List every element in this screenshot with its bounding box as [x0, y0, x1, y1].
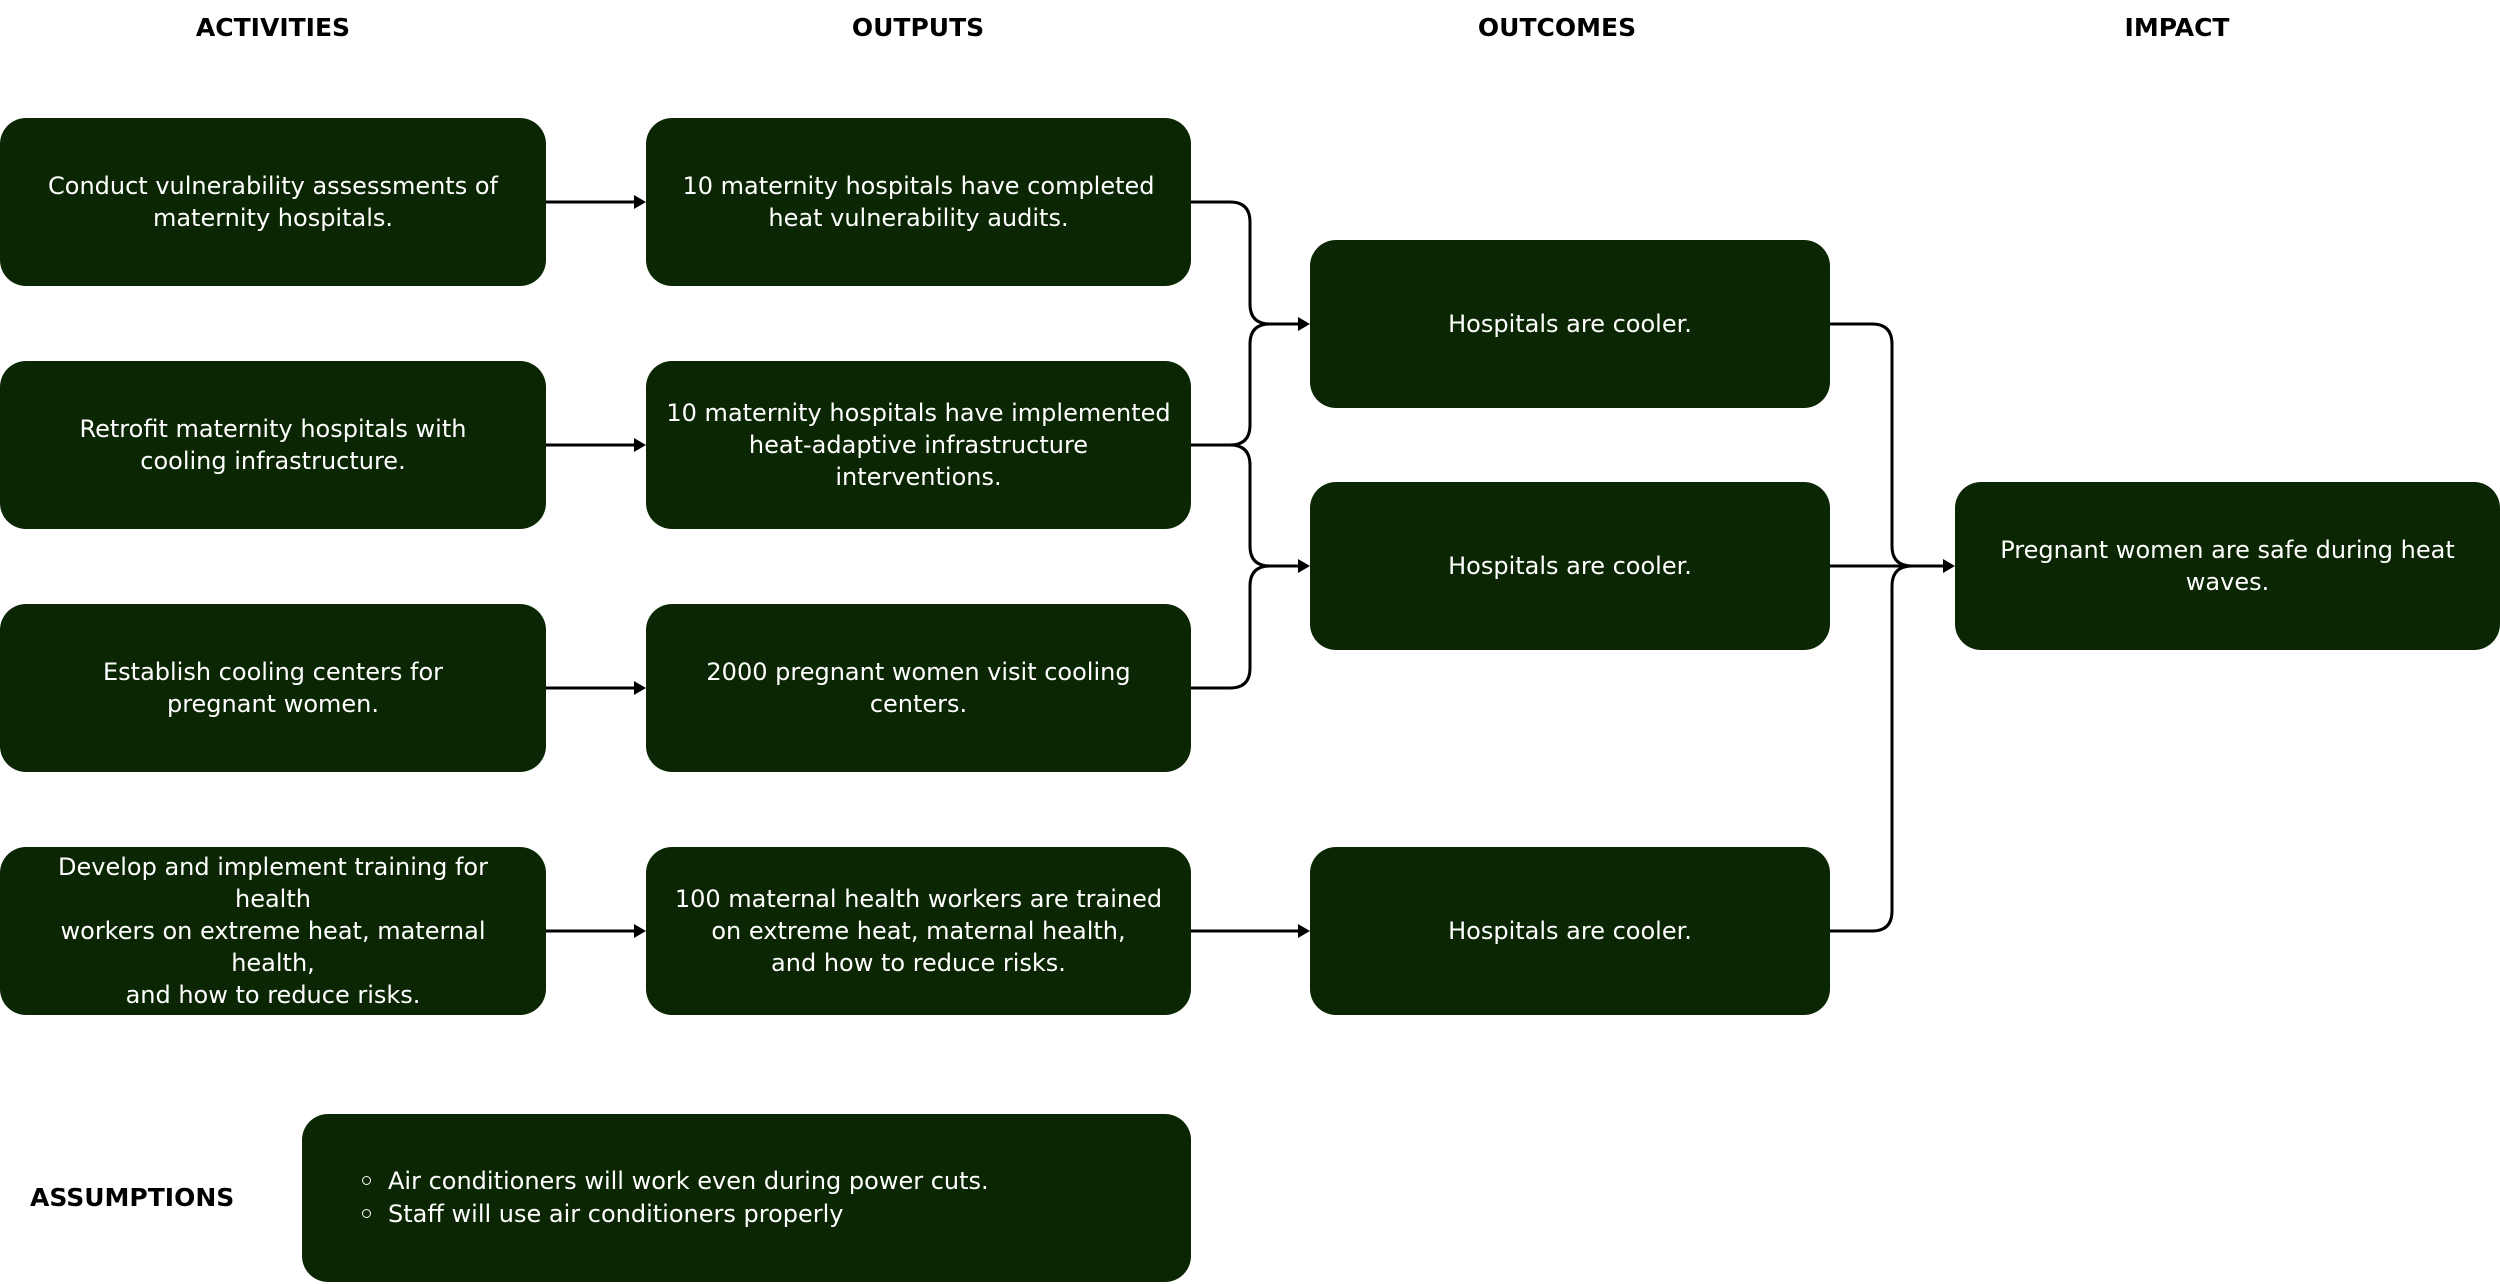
- output-text: 10 maternity hospitals have completed heat vulnerability audits.: [682, 172, 1155, 232]
- activity-text: Retrofit maternity hospitals with cooling infrastructure.: [79, 415, 467, 475]
- arrowhead: [1943, 559, 1955, 573]
- output-box-cooling-center-visits: [646, 604, 1191, 772]
- activity-text: Develop and implement training for health workers on extreme heat, maternal health, and how to reduce risks.: [58, 853, 488, 1009]
- connector-output-2-outcome-2: [1230, 445, 1298, 566]
- outcome-text: Hospitals are cooler.: [1448, 552, 1692, 580]
- impact-box: [1955, 482, 2500, 650]
- heading-activities: ACTIVITIES: [195, 13, 351, 42]
- connector-output-2-outcome-1: [1191, 324, 1270, 445]
- circle-bullet-icon: [362, 1209, 371, 1218]
- heading-outputs: OUTPUTS: [851, 13, 985, 42]
- output-text: 2000 pregnant women visit cooling centers.: [706, 658, 1131, 718]
- arrowhead: [1298, 317, 1310, 331]
- activity-box-training: [0, 847, 546, 1015]
- outcome-box-3: [1310, 847, 1830, 1015]
- connector-outcome-1-impact: [1830, 324, 1943, 566]
- outcome-box-2: [1310, 482, 1830, 650]
- arrowhead: [634, 438, 646, 452]
- output-box-trained-workers: [646, 847, 1191, 1015]
- impact-text: Pregnant women are safe during heat waves.: [2000, 536, 2455, 596]
- assumptions-box: [302, 1114, 1191, 1282]
- activity-box-vulnerability-assessments: [0, 118, 546, 286]
- connector-outcome-3-impact: [1830, 566, 1912, 931]
- connector-output-1-outcome-1: [1191, 202, 1298, 324]
- arrowhead: [1298, 559, 1310, 573]
- output-text: 10 maternity hospitals have implemented heat-adaptive infrastructure interventions.: [666, 399, 1171, 491]
- activity-text: Conduct vulnerability assessments of maternity hospitals.: [48, 172, 498, 232]
- arrowhead: [634, 195, 646, 209]
- heading-impact: IMPACT: [2124, 13, 2230, 42]
- assumptions-list: [362, 1165, 989, 1231]
- outcome-box-1: [1310, 240, 1830, 408]
- arrowhead: [634, 924, 646, 938]
- activity-text: Establish cooling centers for pregnant women.: [102, 658, 444, 718]
- outcome-text: Hospitals are cooler.: [1448, 917, 1692, 945]
- output-box-audits: [646, 118, 1191, 286]
- assumption-item: [362, 1165, 989, 1198]
- arrowhead: [634, 681, 646, 695]
- output-box-infrastructure: [646, 361, 1191, 529]
- activity-box-retrofit-hospitals: [0, 361, 546, 529]
- arrowhead: [1298, 924, 1310, 938]
- assumptions-label: ASSUMPTIONS: [30, 1183, 235, 1212]
- circle-bullet-icon: [362, 1176, 371, 1185]
- heading-outcomes: OUTCOMES: [1477, 13, 1637, 42]
- assumption-text: Staff will use air conditioners properly: [388, 1200, 844, 1228]
- activity-box-cooling-centers: [0, 604, 546, 772]
- assumption-text: Air conditioners will work even during power cuts.: [388, 1167, 989, 1195]
- assumption-item: [362, 1198, 989, 1231]
- output-text: 100 maternal health workers are trained on extreme heat, maternal health, and how to reduce risks.: [674, 885, 1163, 977]
- connector-output-3-outcome-2: [1191, 566, 1270, 688]
- outcome-text: Hospitals are cooler.: [1448, 310, 1692, 338]
